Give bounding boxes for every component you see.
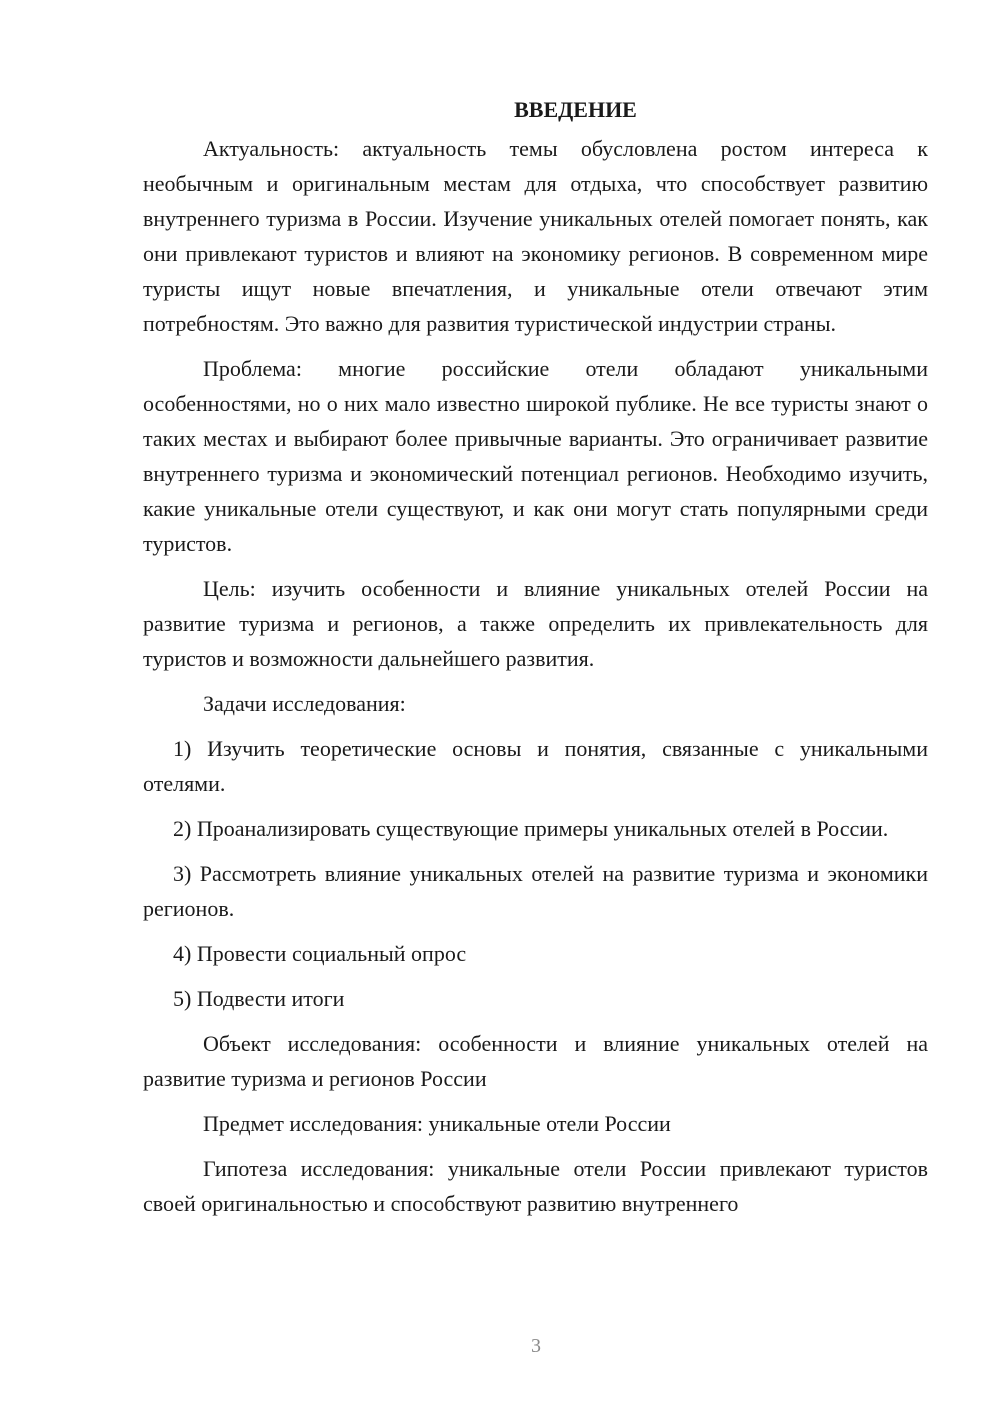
task-item-5: 5) Подвести итоги	[173, 986, 345, 1011]
paragraph-hypothesis: Гипотеза исследования: уникальные отели России привлекают туристов своей оригинальностью и способствуют развитию внутреннего	[143, 1156, 928, 1216]
task-item-4: 4) Провести социальный опрос	[173, 941, 467, 966]
paragraph-object: Объект исследования: особенности и влияние уникальных отелей на развитие туризма и регионов России	[143, 1031, 928, 1091]
paragraph-problem: Проблема: многие российские отели обладают уникальными особенностями, но о них мало известно широкой публике. Не все туристы знают о таких местах и выбирают более привычные варианты. Это ограничивает развитие внутреннего туризма и экономический потенциал регионов. Необходимо изучить, какие уникальные отели существуют, и как они могут стать популярными среди туристов.	[143, 356, 928, 556]
page-number: 3	[531, 1335, 541, 1357]
paragraph-goal: Цель: изучить особенности и влияние уникальных отелей России на развитие туризма и регионов, а также определить их привлекательность для туристов и возможности дальнейшего развития.	[143, 576, 928, 671]
document-page	[143, 92, 928, 1221]
paragraph-relevance: Актуальность: актуальность темы обусловлена ростом интереса к необычным и оригинальным местам для отдыха, что способствует развитию внутреннего туризма в России. Изучение уникальных отелей помогает понять, как они привлекают туристов и влияют на экономику регионов. В современном мире туристы ищут новые впечатления, и уникальные отели отвечают этим потребностям. Это важно для развития туристической индустрии страны.	[143, 136, 928, 336]
page-title: ВВЕДЕНИЕ	[514, 97, 637, 122]
task-item-1: 1) Изучить теоретические основы и понятия, связанные с уникальными отелями.	[143, 736, 928, 796]
task-item-3: 3) Рассмотреть влияние уникальных отелей на развитие туризма и экономики регионов.	[143, 861, 928, 921]
paragraph-subject: Предмет исследования: уникальные отели России	[203, 1111, 671, 1136]
paragraph-tasks-heading: Задачи исследования:	[203, 691, 406, 716]
task-item-2: 2) Проанализировать существующие примеры уникальных отелей в России.	[173, 816, 889, 841]
